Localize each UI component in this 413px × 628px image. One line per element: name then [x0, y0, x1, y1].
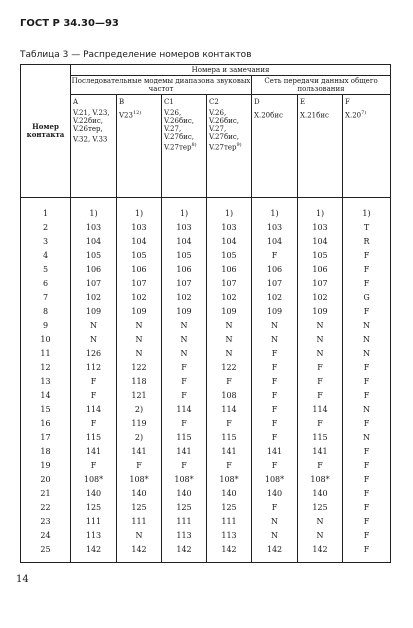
page-number: 14 [16, 574, 29, 585]
table-cell: F [343, 416, 391, 430]
table-cell: 142 [252, 542, 298, 563]
table-row [21, 402, 391, 416]
table-row [21, 528, 391, 542]
table-cell: 106 [71, 262, 117, 276]
contact-number-cell: 10 [21, 332, 71, 346]
column-label: V.21, V.23, V.22бис, V.26тер, V.32, V.33 [73, 109, 110, 144]
table-row [21, 290, 391, 304]
table-cell: 115 [207, 430, 252, 444]
contact-number-cell: 21 [21, 486, 71, 500]
group-header-modems: Последовательные модемы диапазона звуковых частот [71, 77, 251, 93]
contact-number-cell: 20 [21, 472, 71, 486]
column-header-5 [252, 95, 298, 198]
table-cell: 102 [117, 290, 162, 304]
group-header-data-network: Сеть передачи данных общего пользования [252, 76, 391, 95]
column-footnote: 8) [191, 142, 197, 148]
table-row [21, 416, 391, 430]
table-cell: F [298, 458, 343, 472]
contact-number-cell: 25 [21, 542, 71, 563]
table-cell: 140 [207, 486, 252, 500]
table-cell: 107 [71, 276, 117, 290]
table-cell: F [252, 346, 298, 360]
table-cell: 1) [343, 198, 391, 221]
table-cell: 103 [252, 220, 298, 234]
contact-number-cell: 3 [21, 234, 71, 248]
column-label: X.20 [345, 111, 362, 120]
column-footnote: 9) [236, 142, 242, 148]
table-cell: F [117, 458, 162, 472]
column-header-4 [207, 95, 252, 198]
table-cell: 141 [117, 444, 162, 458]
table-row [21, 304, 391, 318]
table-cell: 104 [117, 234, 162, 248]
table-cell: 121 [117, 388, 162, 402]
column-header-contact-number: Номер контакта [21, 65, 71, 198]
table-cell: 104 [71, 234, 117, 248]
table-cell: 1) [71, 198, 117, 221]
table-cell: 142 [117, 542, 162, 563]
table-cell: F [343, 486, 391, 500]
table-cell: G [343, 290, 391, 304]
table-cell: F [207, 374, 252, 388]
contact-number-cell: 11 [21, 346, 71, 360]
table-cell: F [298, 388, 343, 402]
table-cell: 125 [117, 500, 162, 514]
table-row [21, 542, 391, 563]
table-cell: N [343, 430, 391, 444]
table-cell: 106 [207, 262, 252, 276]
column-label: X.21бис [300, 111, 329, 120]
table-cell: 2) [117, 430, 162, 444]
table-cell: N [117, 528, 162, 542]
table-cell: F [298, 374, 343, 388]
table-cell: 122 [117, 360, 162, 374]
table-row [21, 262, 391, 276]
column-letter: D [254, 98, 260, 106]
table-cell: N [71, 318, 117, 332]
table-cell: 140 [162, 486, 207, 500]
column-letter: B [119, 98, 125, 106]
table-caption: Таблица 3 — Распределение номеров контактов [20, 50, 252, 60]
table-cell: N [343, 318, 391, 332]
table-cell: 107 [117, 276, 162, 290]
table-cell: N [207, 332, 252, 346]
table-cell: 105 [71, 248, 117, 262]
table-row [21, 374, 391, 388]
table-cell: F [71, 416, 117, 430]
contact-table-wrapper [20, 64, 390, 563]
table-cell: N [298, 514, 343, 528]
contact-number-cell: 2 [21, 220, 71, 234]
table-cell: 125 [207, 500, 252, 514]
table-cell: 109 [252, 304, 298, 318]
table-cell: 115 [71, 430, 117, 444]
table-cell: 102 [298, 290, 343, 304]
table-cell: N [117, 318, 162, 332]
table-cell: F [298, 416, 343, 430]
table-cell: 113 [71, 528, 117, 542]
contact-number-cell: 8 [21, 304, 71, 318]
contact-number-cell: 19 [21, 458, 71, 472]
table-cell: 142 [298, 542, 343, 563]
table-cell: 1) [252, 198, 298, 221]
column-letter: C1 [164, 98, 174, 106]
column-letter: C2 [209, 98, 219, 106]
table-cell: F [343, 388, 391, 402]
table-cell: 105 [162, 248, 207, 262]
contact-number-cell: 24 [21, 528, 71, 542]
table-cell: 111 [117, 514, 162, 528]
table-cell: N [252, 318, 298, 332]
table-cell: N [343, 332, 391, 346]
column-footnote: 7) [361, 110, 367, 116]
table-title: Номера и замечания [71, 65, 391, 76]
contact-number-cell: 18 [21, 444, 71, 458]
table-row [21, 248, 391, 262]
column-header-3 [162, 95, 207, 198]
table-cell: 113 [207, 528, 252, 542]
table-cell: F [252, 402, 298, 416]
column-footnote: 12) [132, 110, 142, 116]
table-cell: N [298, 346, 343, 360]
contact-number-cell: 7 [21, 290, 71, 304]
table-cell: F [252, 430, 298, 444]
table-cell: 118 [117, 374, 162, 388]
table-row [21, 332, 391, 346]
table-cell: 107 [162, 276, 207, 290]
column-header-6 [298, 95, 343, 198]
table-cell: N [343, 346, 391, 360]
table-cell: 1) [117, 198, 162, 221]
table-cell: F [162, 416, 207, 430]
table-cell: 140 [252, 486, 298, 500]
table-cell: N [298, 528, 343, 542]
table-cell: 141 [298, 444, 343, 458]
table-row [21, 472, 391, 486]
column-label: V.26, V.26бис, V.27, V.27бис, V.27тер [209, 109, 239, 152]
table-cell: 141 [207, 444, 252, 458]
table-cell: 104 [162, 234, 207, 248]
table-cell: 109 [117, 304, 162, 318]
table-body [21, 198, 391, 563]
table-cell: 1) [298, 198, 343, 221]
table-cell: 103 [298, 220, 343, 234]
table-cell: F [162, 388, 207, 402]
table-cell: 102 [252, 290, 298, 304]
table-cell: 103 [207, 220, 252, 234]
table-cell: F [162, 458, 207, 472]
table-cell: 114 [71, 402, 117, 416]
table-cell: 105 [117, 248, 162, 262]
table-cell: F [71, 374, 117, 388]
table-cell: N [298, 332, 343, 346]
column-letter: E [300, 98, 306, 106]
table-cell: 107 [252, 276, 298, 290]
table-cell: F [71, 458, 117, 472]
table-cell: 109 [207, 304, 252, 318]
table-cell: 115 [298, 430, 343, 444]
table-cell: F [207, 416, 252, 430]
document-header: ГОСТ Р 34.30—93 [20, 18, 119, 29]
contact-number-cell: 9 [21, 318, 71, 332]
table-cell: 106 [162, 262, 207, 276]
table-cell: 125 [71, 500, 117, 514]
table-cell: 1) [162, 198, 207, 221]
table-row [21, 430, 391, 444]
table-cell: 105 [207, 248, 252, 262]
table-cell: 119 [117, 416, 162, 430]
column-label: V23 [119, 111, 133, 120]
table-cell: F [252, 416, 298, 430]
table-cell: 114 [162, 402, 207, 416]
table-row [21, 444, 391, 458]
contact-number-cell: 16 [21, 416, 71, 430]
table-cell: 104 [207, 234, 252, 248]
table-cell: F [343, 514, 391, 528]
table-cell: 108* [298, 472, 343, 486]
column-label: X.20бис [254, 111, 283, 120]
table-cell: 104 [252, 234, 298, 248]
table-cell: 111 [207, 514, 252, 528]
table-cell: 140 [71, 486, 117, 500]
contact-distribution-table [20, 64, 391, 563]
table-cell: F [343, 444, 391, 458]
table-row [21, 514, 391, 528]
table-cell: 111 [71, 514, 117, 528]
table-cell: F [252, 360, 298, 374]
table-cell: 142 [71, 542, 117, 563]
table-row [21, 198, 391, 221]
table-cell: 140 [298, 486, 343, 500]
table-cell: 103 [162, 220, 207, 234]
table-cell: F [207, 458, 252, 472]
table-cell: 108 [207, 388, 252, 402]
contact-number-cell: 12 [21, 360, 71, 374]
table-cell: F [162, 360, 207, 374]
table-cell: 125 [298, 500, 343, 514]
table-cell: N [207, 346, 252, 360]
table-cell: 122 [207, 360, 252, 374]
table-cell: 141 [252, 444, 298, 458]
table-row [21, 458, 391, 472]
table-cell: N [298, 318, 343, 332]
table-cell: 107 [207, 276, 252, 290]
table-cell: F [343, 528, 391, 542]
table-cell: 108* [252, 472, 298, 486]
table-row [21, 234, 391, 248]
table-cell: 103 [117, 220, 162, 234]
column-letter: A [73, 98, 79, 106]
table-row [21, 360, 391, 374]
table-cell: F [71, 388, 117, 402]
table-cell: R [343, 234, 391, 248]
table-cell: N [252, 332, 298, 346]
column-header-1 [71, 95, 117, 198]
table-cell: F [343, 374, 391, 388]
table-cell: T [343, 220, 391, 234]
column-letter: F [345, 98, 350, 106]
table-cell: F [343, 262, 391, 276]
table-cell: 109 [298, 304, 343, 318]
table-cell: 141 [71, 444, 117, 458]
table-cell: 142 [207, 542, 252, 563]
table-cell: N [162, 346, 207, 360]
table-cell: F [343, 304, 391, 318]
table-cell: N [117, 332, 162, 346]
column-header-row [21, 95, 391, 198]
table-cell: F [252, 458, 298, 472]
table-cell: F [252, 388, 298, 402]
table-cell: 1) [207, 198, 252, 221]
table-row [21, 318, 391, 332]
contact-number-cell: 14 [21, 388, 71, 402]
table-cell: N [71, 332, 117, 346]
contact-number-cell: 5 [21, 262, 71, 276]
table-cell: 104 [298, 234, 343, 248]
table-cell: 108* [117, 472, 162, 486]
table-cell: 103 [71, 220, 117, 234]
table-cell: 109 [71, 304, 117, 318]
contact-number-cell: 1 [21, 198, 71, 221]
table-row [21, 220, 391, 234]
table-cell: 140 [117, 486, 162, 500]
contact-number-cell: 22 [21, 500, 71, 514]
table-cell: 109 [162, 304, 207, 318]
column-header-2 [117, 95, 162, 198]
table-cell: N [252, 514, 298, 528]
contact-number-cell: 6 [21, 276, 71, 290]
table-cell: F [343, 248, 391, 262]
table-cell: 114 [298, 402, 343, 416]
table-row [21, 276, 391, 290]
contact-number-cell: 23 [21, 514, 71, 528]
table-cell: 106 [252, 262, 298, 276]
table-cell: N [117, 346, 162, 360]
table-row [21, 388, 391, 402]
table-cell: N [162, 318, 207, 332]
table-cell: F [343, 500, 391, 514]
table-cell: F [343, 542, 391, 563]
table-row [21, 346, 391, 360]
table-cell: F [252, 374, 298, 388]
table-cell: 111 [162, 514, 207, 528]
table-cell: 108* [71, 472, 117, 486]
table-cell: 126 [71, 346, 117, 360]
table-cell: 142 [162, 542, 207, 563]
table-cell: N [207, 318, 252, 332]
table-cell: N [343, 402, 391, 416]
contact-number-cell: 4 [21, 248, 71, 262]
column-label: V.26, V.26бис, V.27, V.27бис, V.27тер [164, 109, 194, 152]
table-cell: F [252, 248, 298, 262]
table-cell: 112 [71, 360, 117, 374]
contact-number-cell: 17 [21, 430, 71, 444]
table-cell: F [162, 374, 207, 388]
table-cell: 102 [207, 290, 252, 304]
table-cell: F [343, 458, 391, 472]
table-cell: 102 [71, 290, 117, 304]
table-cell: F [343, 472, 391, 486]
table-cell: N [162, 332, 207, 346]
table-cell: 108* [162, 472, 207, 486]
table-cell: F [298, 360, 343, 374]
table-cell: 106 [117, 262, 162, 276]
table-cell: 107 [298, 276, 343, 290]
table-cell: 125 [162, 500, 207, 514]
table-cell: 2) [117, 402, 162, 416]
column-header-7 [343, 95, 391, 198]
table-head [21, 65, 391, 198]
table-cell: F [343, 360, 391, 374]
table-cell: 106 [298, 262, 343, 276]
contact-number-cell: 13 [21, 374, 71, 388]
table-row [21, 500, 391, 514]
table-cell: 102 [162, 290, 207, 304]
contact-number-cell: 15 [21, 402, 71, 416]
table-cell: 108* [207, 472, 252, 486]
table-cell: 113 [162, 528, 207, 542]
table-cell: 114 [207, 402, 252, 416]
table-cell: N [252, 528, 298, 542]
table-cell: F [343, 276, 391, 290]
table-cell: 105 [298, 248, 343, 262]
table-cell: F [252, 500, 298, 514]
table-cell: 115 [162, 430, 207, 444]
table-cell: 141 [162, 444, 207, 458]
table-row [21, 486, 391, 500]
